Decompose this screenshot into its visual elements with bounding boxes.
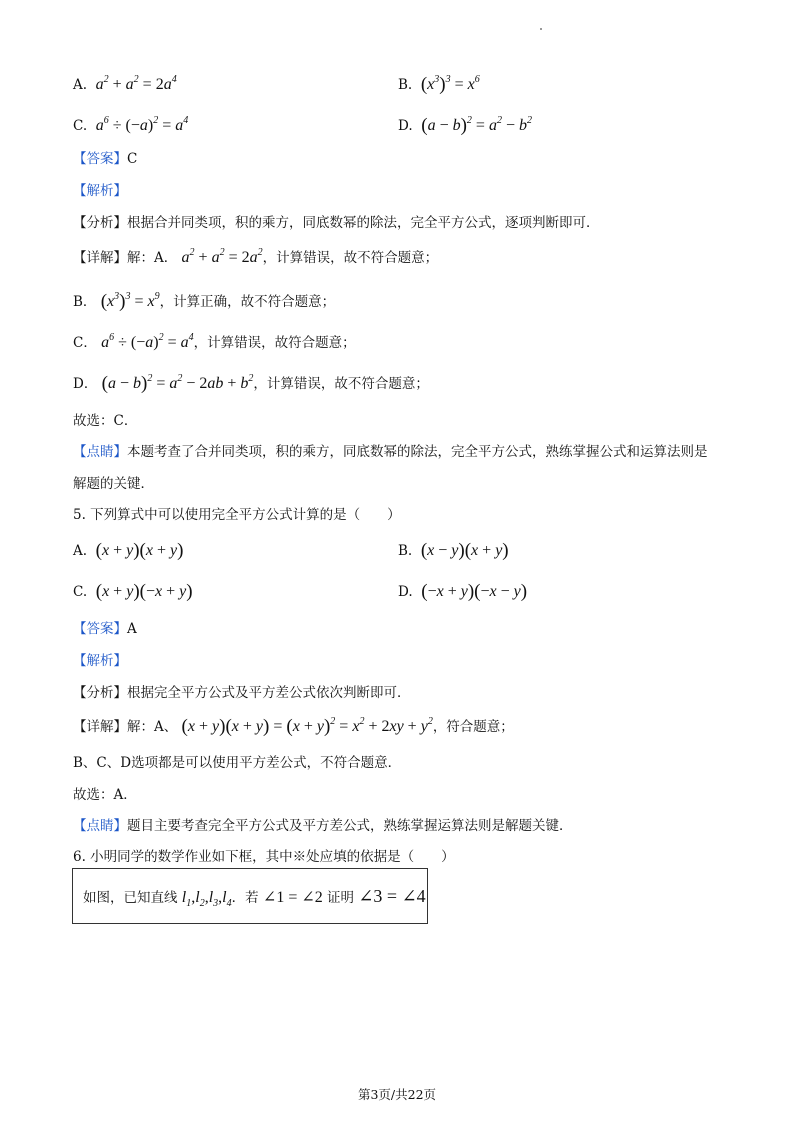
q6-question: 6. 小明同学的数学作业如下框，其中※处应填的依据是（ ）: [73, 849, 455, 865]
q5-option-a: A. (x + y)(x + y): [73, 540, 184, 561]
q6-box-text: 如图，已知直线 $l_1,l_2,l_3,l_4$．若 ∠1 = ∠2 证明 ∠3 = ∠4: [83, 886, 426, 909]
q4-xiangjie-c: C． $a^6 \div (-a)^2 = a^4$，计算错误，故符合题意；: [73, 332, 356, 351]
q4-xiangjie-b: B． $(x^3)^3 = x^9$，计算正确，故不符合题意；: [73, 291, 336, 312]
q5-option-d: D. (−x + y)(−x − y): [398, 581, 528, 602]
q5-guxuan: 故选：A．: [73, 787, 137, 803]
q4-analysis-tag: 【解析】: [73, 183, 127, 199]
q4-answer: 【答案】C: [73, 151, 138, 167]
q4-fenxi: 【分析】根据合并同类项，积的乘方，同底数幂的除法，完全平方公式，逐项判断即可．: [73, 215, 600, 231]
q5-dianjing: 【点睛】题目主要考查完全平方公式及平方差公式，熟练掌握运算法则是解题关键．: [73, 818, 573, 834]
q5-bcd: B、C、D选项都是可以使用平方差公式，不符合题意．: [73, 755, 402, 771]
q4-option-b: B. $(x^3)^3 = x^6$: [398, 74, 480, 95]
q4-option-a: A. $a^2 + a^2 = 2a^4$: [73, 74, 177, 93]
q4-option-c: C. $a^6 \div (-a)^2 = a^4$: [73, 115, 189, 134]
q5-option-c: C. (x + y)(−x + y): [73, 581, 193, 602]
q5-option-b: B. (x − y)(x + y): [398, 540, 509, 561]
q4-option-d: D. $(a - b)^2 = a^2 - b^2$: [398, 115, 532, 136]
q5-fenxi: 【分析】根据完全平方公式及平方差公式依次判断即可．: [73, 685, 411, 701]
q5-question: 5. 下列算式中可以使用完全平方公式计算的是（ ）: [73, 507, 401, 523]
q6-homework-box: [72, 868, 428, 924]
q5-xiangjie: 【详解】解：A、 $(x + y)(x + y) = (x + y)^2 = x^2 + 2xy + y^2$，符合题意；: [73, 716, 514, 737]
q4-dianjing: 【点睛】本题考查了合并同类项，积的乘方，同底数幂的除法，完全平方公式，熟练掌握公式和运算法则是: [73, 444, 708, 460]
q4-dianjing-2: 解题的关键．: [73, 476, 154, 492]
q5-answer: 【答案】A: [73, 621, 137, 637]
scan-dot: [540, 28, 542, 30]
q4-xiangjie-a: 【详解】解：A． $a^2 + a^2 = 2a^2$，计算错误，故不符合题意；: [73, 247, 439, 266]
q4-guxuan: 故选：C．: [73, 413, 138, 429]
page-footer: 第3页/共22页: [357, 1087, 437, 1102]
q5-analysis-tag: 【解析】: [73, 653, 127, 669]
q4-xiangjie-d: D． $(a - b)^2 = a^2 - 2ab + b^2$，计算错误，故不符合题意；: [73, 373, 429, 394]
